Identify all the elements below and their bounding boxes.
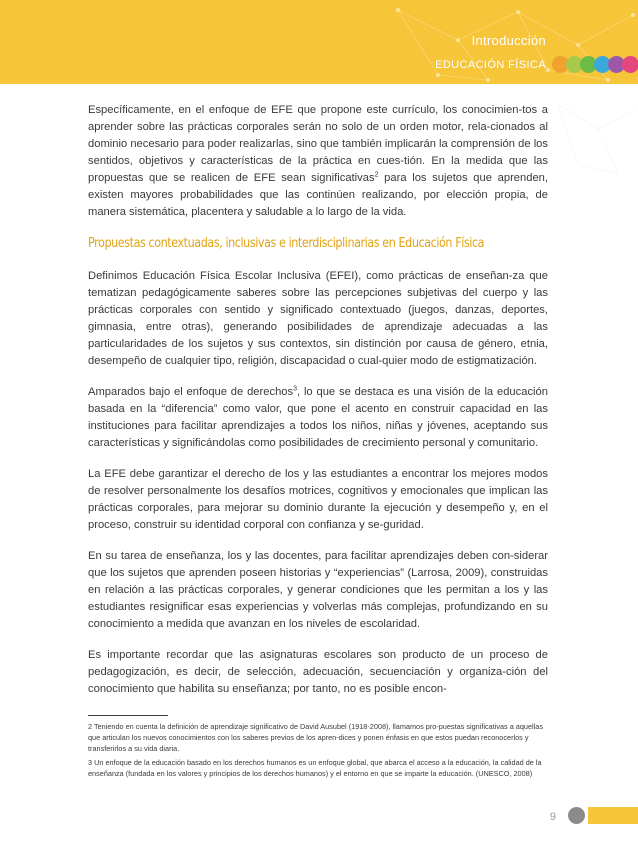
footnote-2: 2 Teniendo en cuenta la definición de aprendizaje significativo de David Ausubel (1918-2008), llamamos pro-puestas significativas a aquellas que articulan los nuevos conocimientos con los saberes previos de los apren-dices y ponen énfasis en que estos puedan reconocerlos y transferirlos a su vida diaria.	[88, 722, 543, 753]
subject-label: EDUCACIÓN FÍSICA	[435, 59, 546, 71]
main-content	[88, 102, 548, 712]
paragraph-5: En su tarea de enseñanza, los y las docentes, para facilitar aprendizajes deben con-siderar que los sujetos que aprenden poseen historias y “experiencias” (Larrosa, 2009), construidas en relación a las prácticas corporales, y generar condiciones que les permitan a los y las estudiantes resignificar esas experiencias y volverlas más complejas, profundizando en su conocimiento a medida que avanzan en los niveles de escolaridad.	[88, 550, 548, 630]
page-number: 9	[549, 811, 556, 823]
footnote-3: 3 Un enfoque de la educación basado en los derechos humanos es un enfoque global, que abarca el acceso a la educación, la calidad de la enseñanza (fundada en los valores y principios de los derechos humanos) y el entorno en que se imparte la educación. (UNESCO, 2008)	[88, 758, 542, 778]
header-band	[0, 0, 638, 84]
network-pattern-watermark	[548, 84, 638, 194]
section-heading: Propuestas contextuadas, inclusivas e interdisciplinarias en Educación Física	[88, 236, 485, 251]
section-title: Introducción	[471, 33, 546, 48]
paragraph-1-text-end: para los sujetos que aprenden, existen mayores probabilidades que las continúen realizando, por elección propia, de manera sistemática, placentera y saludable a lo largo de la vida.	[88, 172, 549, 218]
paragraph-3-text: Amparados bajo el enfoque de derechos	[88, 386, 294, 398]
footnote-ref-2: 2	[374, 171, 379, 179]
paragraph-3-text-end: , lo que se destaca es una visión de la educación basada en la “diferencia” como valor, que pone el acento en construir capacidad en las instituciones para facilitar aprendizajes a todos los niños, niñas y jóvenes, aceptando sus características y significándolas como posibilidades de crecimiento personal y comunitario.	[88, 386, 548, 449]
color-dots	[552, 56, 638, 74]
paragraph-3	[88, 384, 548, 452]
paragraph-1	[88, 102, 548, 221]
footnote-divider	[88, 715, 168, 716]
page-marker-bar	[588, 807, 638, 824]
color-dot	[622, 56, 638, 73]
paragraph-4: La EFE debe garantizar el derecho de los y las estudiantes a encontrar los mejores modos de resolver personalmente los desafíos motrices, cognitivos y emocionales que implican las prácticas corporales, para mejorar su dominio durante la ejecución y desempeño y, en el proceso, construir su identidad corporal con confianza y se-guridad.	[88, 468, 548, 531]
paragraph-1-text: Específicamente, en el enfoque de EFE que propone este currículo, los conocimien-tos a aprender sobre las prácticas corporales serán no solo de un orden motor, rela-cionados al dominio necesario para poder realizarlas, sino que también implicarán la comprensión de los sentidos, objetivos y características de la práctica en cues-tión. En la medida que las propuestas que se realicen de EFE sean significativas	[88, 104, 548, 184]
footnotes	[88, 721, 548, 782]
page-marker-dot	[568, 807, 585, 824]
paragraph-6: Es importante recordar que las asignaturas escolares son producto de un proceso de pedagogización, es decir, de selección, adecuación, secuenciación y organiza-ción del conocimiento que habilita su enseñanza; por tanto, no es posible encon-	[88, 649, 548, 695]
footnote-ref-3: 3	[293, 385, 298, 393]
paragraph-2: Definimos Educación Física Escolar Inclusiva (EFEI), como prácticas de enseñan-za que tematizan pedagógicamente saberes sobre las percepciones subjetivas del cuerpo y las prácticas corporales con sentido y significado contextuado (juegos, danzas, deportes, gimnasia, entre otras), generando posibilidades de aprendizaje adecuadas a las particularidades de los sujetos y sus contextos, sin distinción por causa de género, etnia, desempeño de cualquier tipo, religión, discapacidad o cual-quier modo de estigmatización.	[88, 270, 548, 367]
